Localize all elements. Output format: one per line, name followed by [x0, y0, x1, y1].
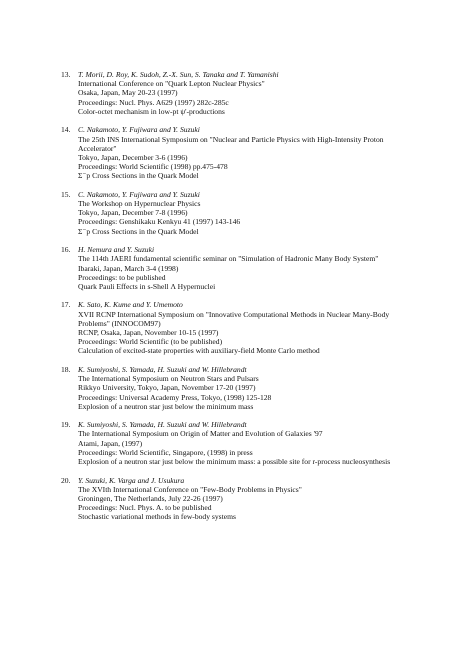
- reference-location: Osaka, Japan, May 20-23 (1997): [78, 88, 178, 98]
- reference-event: The Workshop on Hypernuclear Physics: [78, 199, 201, 209]
- reference-proceedings: Proceedings: World Scientific (1998) pp.475-478: [78, 162, 228, 172]
- list-item: [0, 70, 467, 116]
- reference-body: [78, 245, 408, 291]
- reference-list: [0, 70, 467, 531]
- reference-authors: C. Nakamoto, Y. Fujiwara and Y. Suzuki: [78, 125, 200, 135]
- reference-authors: T. Morii, D. Roy, K. Sudoh, Z.-X. Sun, S. Tanaka and T. Yamanishi: [78, 70, 279, 79]
- reference-event: The International Symposium on Neutron Stars and Pulsars: [78, 374, 259, 384]
- reference-number: 15.: [61, 189, 71, 199]
- reference-body: [78, 125, 408, 180]
- reference-event: XVII RCNP International Symposium on "Innovative Computational Methods in Nuclear Many-Body Problems" (INNOCOM97): [78, 309, 390, 328]
- reference-number: 16.: [61, 245, 71, 255]
- reference-body: [78, 420, 408, 466]
- reference-title: Explosion of a neutron star just below the minimum mass: [78, 401, 254, 411]
- reference-number: 14.: [61, 125, 71, 135]
- reference-authors: K. Sumiyoshi, S. Yamada, H. Suzuki and W. Hillebrandt: [78, 420, 247, 430]
- reference-location: RCNP, Osaka, Japan, November 10-15 (1997): [78, 328, 219, 338]
- list-item: [0, 245, 467, 291]
- reference-event: The 25th INS International Symposium on "Nuclear and Particle Physics with High-Intensity Proton Accelerator": [78, 134, 384, 153]
- list-item: [0, 420, 467, 466]
- reference-event: International Conference on "Quark Lepton Nuclear Physics": [78, 79, 265, 89]
- list-item: [0, 476, 467, 522]
- reference-number: 20.: [61, 475, 71, 485]
- reference-body: [78, 70, 408, 116]
- reference-body: [78, 300, 408, 355]
- reference-title: Color-octet mechanism in low-pt ψ'-productions: [78, 106, 225, 116]
- reference-number: 18.: [61, 364, 71, 374]
- reference-proceedings: Proceedings: Universal Academy Press, Tokyo, (1998) 125-128: [78, 392, 272, 402]
- reference-location: Rikkyo University, Tokyo, Japan, November 17-20 (1997): [78, 383, 256, 393]
- reference-proceedings: Proceedings: to be published: [78, 272, 166, 282]
- reference-proceedings: Proceedings: Nucl. Phys. A629 (1997) 282c-285c: [78, 97, 229, 107]
- reference-number: 13.: [61, 70, 71, 79]
- reference-title: Σ⁻p Cross Sections in the Quark Model: [78, 226, 199, 236]
- reference-location: Tokyo, Japan, December 3-6 (1996): [78, 152, 188, 162]
- reference-authors: K. Sato, K. Kume and Y. Umemoto: [78, 300, 183, 310]
- reference-proceedings: Proceedings: Nucl. Phys. A. to be published: [78, 503, 212, 513]
- reference-location: Atami, Japan, (1997): [78, 438, 143, 448]
- list-item: [0, 300, 467, 355]
- list-item: [0, 125, 467, 180]
- reference-event: The XVIth International Conference on "Few-Body Problems in Physics": [78, 484, 302, 494]
- reference-proceedings: Proceedings: World Scientific (to be published): [78, 337, 223, 347]
- reference-number: 19.: [61, 420, 71, 430]
- list-item: [0, 190, 467, 236]
- reference-authors: K. Sumiyoshi, S. Yamada, H. Suzuki and W. Hillebrandt: [78, 364, 247, 374]
- reference-authors: Y. Suzuki, K. Varga and J. Usukura: [78, 475, 185, 485]
- reference-body: [78, 190, 408, 236]
- list-item: [0, 365, 467, 411]
- reference-authors: C. Nakamoto, Y. Fujiwara and Y. Suzuki: [78, 189, 200, 199]
- reference-title: Stochastic variational methods in few-body systems: [78, 512, 236, 522]
- reference-body: [78, 476, 408, 522]
- reference-authors: H. Nemura and Y. Suzuki: [78, 245, 155, 255]
- reference-proceedings: Proceedings: Genshikaku Kenkyu 41 (1997) 143-146: [78, 217, 241, 227]
- reference-body: [78, 365, 408, 411]
- reference-location: Groningen, The Netherlands, July 22-26 (1997): [78, 494, 223, 503]
- reference-location: Tokyo, Japan, December 7-8 (1996): [78, 208, 188, 218]
- reference-title: Quark Pauli Effects in s-Shell Λ Hypernuclei: [78, 281, 216, 291]
- reference-location: Ibaraki, Japan, March 3-4 (1998): [78, 263, 179, 273]
- reference-proceedings: Proceedings: World Scientific, Singapore, (1998) in press: [78, 447, 253, 457]
- reference-title: Σ⁻p Cross Sections in the Quark Model: [78, 171, 199, 181]
- reference-event: The International Symposium on Origin of Matter and Evolution of Galaxies '97: [78, 429, 323, 439]
- reference-event: The 114th JAERI fundamental scientific seminar on "Simulation of Hadronic Many Body System": [78, 254, 379, 264]
- reference-number: 17.: [61, 300, 71, 310]
- reference-title: Explosion of a neutron star just below the minimum mass: a possible site for r-process nucleosynthesis: [78, 457, 391, 467]
- reference-title: Calculation of excited-state properties with auxiliary-field Monte Carlo method: [78, 346, 320, 356]
